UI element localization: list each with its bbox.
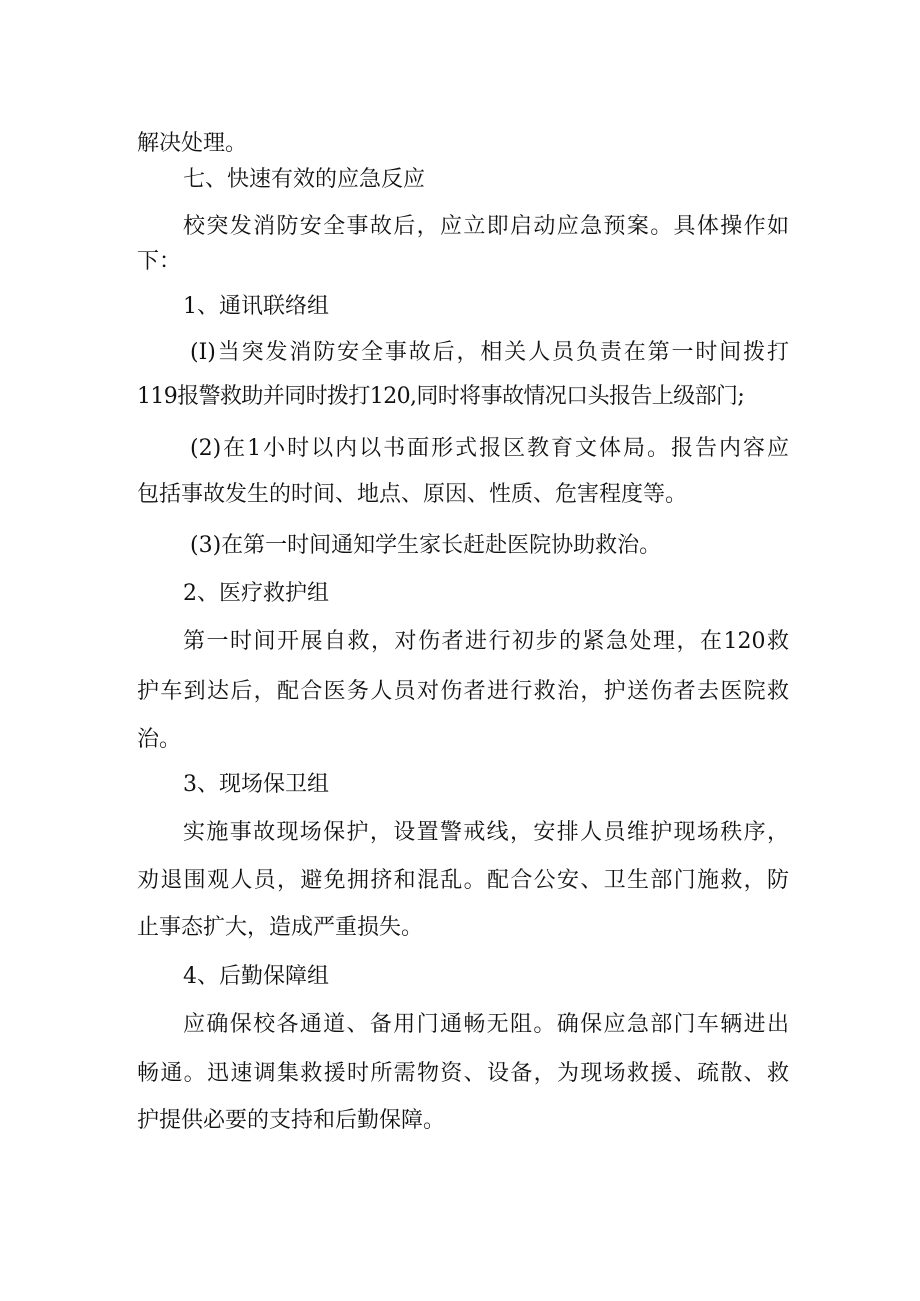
text-line: 实施事故现场保护，设置警戒线，安排人员维护现场秩序，: [183, 820, 789, 845]
subsection-heading: 2、医疗救护组: [183, 581, 329, 606]
subsection-heading: 1、通讯联络组: [183, 294, 329, 319]
text-line: (2)在1小时以内以书面形式报区教育文体局。报告内容应: [190, 436, 789, 461]
text-line: (I)当突发消防安全事故后，相关人员负责在第一时间拨打: [190, 340, 789, 365]
text-line: 畅通。迅速调集救援时所需物资、设备，为现场救援、疏散、救: [137, 1061, 789, 1086]
text-line: 护车到达后，配合医务人员对伤者进行救治，护送伤者去医院救: [137, 679, 789, 704]
subsection-heading: 3、现场保卫组: [183, 772, 329, 797]
text-line: 119报警救助并同时拨打120,同时将事故情况口头报告上级部门;: [137, 384, 745, 409]
text-line: 劝退围观人员，避免拥挤和混乱。配合公安、卫生部门施救，防: [137, 868, 789, 893]
text-line: 解决处理。: [137, 131, 248, 156]
text-line: 下：: [137, 249, 182, 274]
text-line: 治。: [137, 727, 182, 752]
text-line: 护提供必要的支持和后勤保障。: [137, 1108, 446, 1133]
text-line: 第一时间开展自救，对伤者进行初步的紧急处理，在120救: [183, 629, 789, 654]
text-line: (3)在第一时间通知学生家长赶赴医院协助救治。: [190, 533, 662, 558]
section-heading: 七、快速有效的应急反应: [183, 167, 426, 192]
text-line: 止事态扩大，造成严重损失。: [137, 915, 424, 940]
text-line: 校突发消防安全事故后，应立即启动应急预案。具体操作如: [183, 214, 789, 239]
text-line: 包括事故发生的时间、地点、原因、性质、危害程度等。: [137, 482, 688, 507]
subsection-heading: 4、后勤保障组: [183, 964, 329, 989]
text-line: 应确保校各通道、备用门通畅无阻。确保应急部门车辆进出: [183, 1012, 789, 1037]
